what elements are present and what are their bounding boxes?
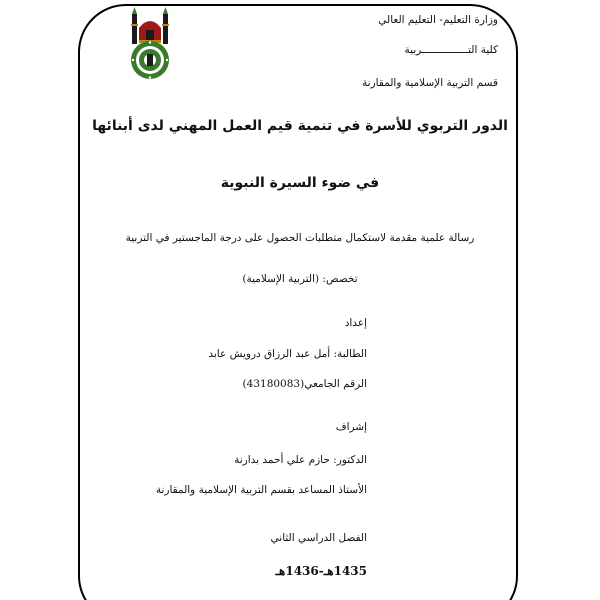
supervisor-name: الدكتور: حازم علي أحمد بدارنة (234, 454, 367, 466)
semester-line: الفصل الدراسي الثاني (270, 532, 367, 544)
department-line: قسم التربية الإسلامية والمقارنة (362, 77, 498, 89)
submission-statement: رسالة علمية مقدمة لاستكمال متطلبات الحصول على درجة الماجستير في التربية (125, 232, 475, 244)
university-seal-icon (125, 6, 175, 82)
thesis-title: الدور التربوي للأسرة في تنمية قيم العمل المهني لدى أبنائها (92, 118, 508, 134)
student-id: الرقم الجامعي(43180083) (242, 378, 367, 390)
supervisor-position: الأستاذ المساعد بقسم التربية الإسلامية والمقارنة (155, 484, 367, 496)
prepared-by-label: إعداد (344, 317, 367, 329)
supervision-label: إشراف (335, 421, 367, 433)
thesis-subtitle: في ضوء السيرة النبوية (220, 175, 380, 191)
college-line: كلية التـــــــــــــــربية (404, 44, 498, 56)
student-name: الطالبة: أمل عبد الرزاق درويش عابد (208, 348, 367, 360)
academic-year: 1435هـ-1436هـ (275, 564, 367, 578)
specialization-line: تخصص: (التربية الإسلامية) (242, 273, 358, 285)
ministry-line: وزارة التعليم- التعليم العالي (378, 14, 498, 26)
page-frame (78, 4, 518, 600)
